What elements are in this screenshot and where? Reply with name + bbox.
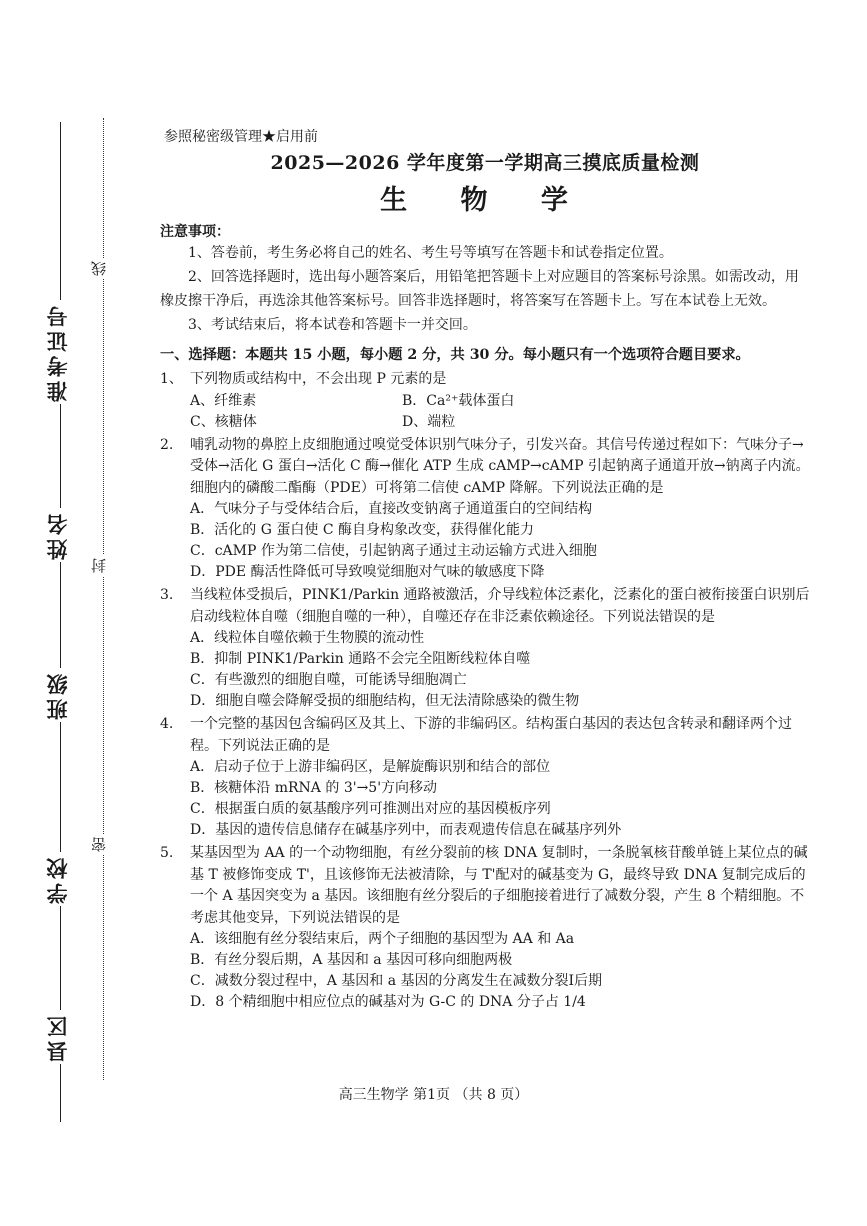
option-b: B．活化的 G 蛋白使 C 酶自身构象改变，获得催化能力 bbox=[190, 522, 534, 538]
option-a: A．气味分子与受体结合后，直接改变钠离子通道蛋白的空间结构 bbox=[190, 501, 593, 517]
option-d: D．细胞自噬会降解受损的细胞结构，但无法清除感染的微生物 bbox=[190, 693, 580, 709]
section-heading: 一、选择题：本题共 15 小题，每小题 2 分，共 30 分。每小题只有一个选项符合题目要求。 bbox=[160, 347, 750, 363]
question-5 bbox=[160, 843, 810, 1013]
question-4 bbox=[160, 714, 810, 841]
exam-content bbox=[160, 126, 810, 1013]
notes-heading: 注意事项： bbox=[160, 224, 230, 240]
option-c: C．cAMP 作为第二信使，引起钠离子通过主动运输方式进入细胞 bbox=[190, 543, 597, 559]
option-c: C．有些激烈的细胞自噬，可能诱导细胞凋亡 bbox=[190, 672, 467, 688]
option-c: C．减数分裂过程中，A 基因和 a 基因的分离发生在减数分裂Ⅰ后期 bbox=[190, 973, 603, 989]
option-c: C．根据蛋白质的氨基酸序列可推测出对应的基因模板序列 bbox=[190, 801, 551, 817]
question-2 bbox=[160, 435, 810, 584]
option-d: D．PDE 酶活性降低可导致嗅觉细胞对气味的敏感度下降 bbox=[190, 564, 545, 580]
binding-margin bbox=[0, 0, 130, 1226]
question-number: 3. bbox=[160, 587, 174, 603]
note-item: 1、答卷前，考生务必将自己的姓名、考生号等填写在答题卡和试卷指定位置。 bbox=[188, 245, 673, 261]
school-label: 学校 bbox=[43, 852, 79, 906]
subject-title: 生 物 学 bbox=[380, 185, 590, 216]
name-label: 姓名 bbox=[43, 508, 79, 562]
class-label: 班级 bbox=[43, 668, 79, 722]
page-footer: 高三生物学 第1页 （共 8 页） bbox=[338, 1087, 529, 1103]
question-number: 5. bbox=[160, 845, 174, 861]
question-stem: 哺乳动物的鼻腔上皮细胞通过嗅觉受体识别气味分子，引发兴奋。其信号传递过程如下：气味分子→受体→活化 G 蛋白→活化 C 酶→催化 ATP 生成 cAMP→cAMP 引起钠离子通道开放→钠离子内流。细胞内的磷酸二酯酶（PDE）可将第二信使 cAMP 降解。下列说法正确的是 bbox=[190, 436, 810, 496]
question-number: 1、 bbox=[160, 371, 183, 387]
option-a: A．该细胞有丝分裂结束后，两个子细胞的基因型为 AA 和 Aa bbox=[190, 931, 575, 947]
cut-mark-line: 线 bbox=[92, 258, 114, 279]
option-a: A、纤维素 bbox=[190, 392, 257, 409]
exam-number-label: 准考证号 bbox=[43, 300, 79, 404]
option-a: A．启动子位于上游非编码区，是解旋酶识别和结合的部位 bbox=[190, 759, 551, 775]
option-b: B．核糖体沿 mRNA 的 3'→5'方向移动 bbox=[190, 780, 438, 796]
question-stem: 一个完整的基因包含编码区及其上、下游的非编码区。结构蛋白基因的表达包含转录和翻译两个过程。下列说法正确的是 bbox=[190, 716, 792, 754]
cut-mark-seal: 封 bbox=[92, 555, 114, 576]
option-d: D、端粒 bbox=[402, 413, 456, 430]
question-3 bbox=[160, 585, 810, 712]
exam-title: 2025—2026 学年度第一学期高三摸底质量检测 bbox=[270, 152, 700, 174]
option-b: B．抑制 PINK1/Parkin 通路不会完全阻断线粒体自噬 bbox=[190, 651, 531, 667]
question-1 bbox=[160, 369, 810, 433]
question-stem: 某基因型为 AA 的一个动物细胞，有丝分裂前的核 DNA 复制时，一条脱氧核苷酸单链上某位点的碱基 T 被修饰变成 T'，且该修饰无法被清除，与 T'配对的碱基变为 G，最终导致 DNA 复制完成后的一个 A 基因突变为 a 基因。该细胞有丝分裂后的子细胞接着进行了减数分裂，产生 8 个精细胞。不考虑其他变异，下列说法错误的是 bbox=[190, 845, 808, 926]
note-item: 3、考试结束后，将本试卷和答题卡一并交回。 bbox=[188, 317, 477, 333]
option-b: B．有丝分裂后期，A 基因和 a 基因可移向细胞两极 bbox=[190, 952, 513, 968]
option-d: D．8 个精细胞中相应位点的碱基对为 G-C 的 DNA 分子占 1/4 bbox=[190, 994, 586, 1010]
option-a: A．线粒体自噬依赖于生物膜的流动性 bbox=[190, 630, 425, 646]
option-c: C、核糖体 bbox=[190, 413, 257, 430]
secret-level: 参照秘密级管理★启用前 bbox=[164, 129, 318, 145]
question-number: 2. bbox=[160, 436, 174, 453]
binding-fill-line bbox=[60, 122, 61, 1122]
option-d: D．基因的遗传信息储存在碱基序列中，而表观遗传信息在碱基序列外 bbox=[190, 822, 622, 838]
cut-mark-secret: 密 bbox=[92, 834, 114, 855]
question-stem: 当线粒体受损后，PINK1/Parkin 通路被激活，介导线粒体泛素化，泛素化的蛋白被衔接蛋白识别后启动线粒体自噬（细胞自噬的一种），自噬还存在非泛素依赖途径。下列说法错误的是 bbox=[190, 587, 810, 625]
note-item: 2、回答选择题时，选出每小题答案后，用铅笔把答题卡上对应题目的答案标号涂黑。如需改动，用橡皮擦干净后，再选涂其他答案标号。回答非选择题时，将答案写在答题卡上。写在本试卷上无效。 bbox=[160, 269, 799, 309]
question-stem: 下列物质或结构中，不会出现 P 元素的是 bbox=[190, 371, 447, 387]
question-number: 4. bbox=[160, 716, 174, 732]
county-label: 县区 bbox=[43, 1010, 79, 1064]
option-b: B．Ca²⁺载体蛋白 bbox=[402, 392, 515, 409]
